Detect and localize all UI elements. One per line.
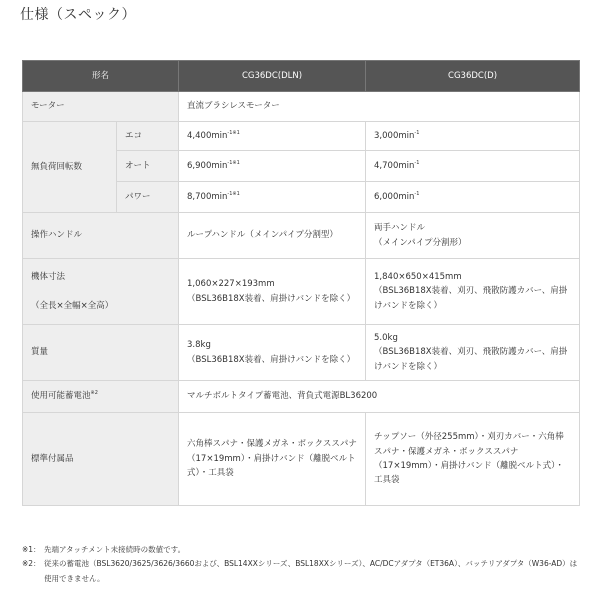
speed-eco-col1: [179, 122, 366, 151]
battery-value: マルチボルトタイプ蓄電池、背負式電源BL36200: [179, 381, 580, 413]
handle-col2: 両手ハンドル （メインパイプ分割形）: [366, 213, 580, 259]
page-title: 仕様（スペック）: [20, 7, 136, 23]
header-model: 形名: [23, 61, 179, 92]
note-1-mark: ※1：: [22, 545, 41, 554]
header-col2: CG36DC(D): [366, 61, 580, 92]
table-row-accessories: [23, 413, 580, 506]
speed-label: 無負荷回転数: [23, 122, 117, 213]
speed-eco-col1-value: 4,400min: [187, 130, 228, 141]
table-row-battery: [23, 381, 580, 413]
speed-auto-col1: [179, 151, 366, 182]
speed-auto-col1-sup: -1※1: [227, 159, 240, 166]
handle-col1: ループハンドル（メインパイプ分割型）: [179, 213, 366, 259]
accessories-label: 標準付属品: [23, 413, 179, 506]
table-row-mass: [23, 325, 580, 381]
note-2-mark: ※2：: [22, 559, 41, 569]
spec-table: [22, 60, 580, 506]
note-2-text: 従来の蓄電池（BSL3620/3625/3626/3660および、BSL14XXシリーズ、BSL18XXシリーズ）、AC/DCアダプタ（ET36A）、バッテリアダプタ（W36-AD）は使用できません。: [44, 559, 578, 583]
speed-auto-col2: [366, 151, 580, 182]
battery-label-cell: [23, 381, 179, 413]
notes: [22, 543, 582, 586]
note-1: [22, 543, 582, 557]
motor-value: 直流ブラシレスモーター: [179, 92, 580, 122]
speed-auto-col1-value: 6,900min: [187, 160, 228, 171]
dimensions-col2: 1,840×650×415mm （BSL36B18X装着、刈刃、飛散防護カバー、肩掛けバンドを除く）: [366, 259, 580, 325]
mass-col2: 5.0kg （BSL36B18X装着、刈刃、飛散防護カバー、肩掛けバンドを除く）: [366, 325, 580, 381]
dimensions-label-sub: （全長×全幅×全高）: [31, 300, 114, 311]
mass-col1: 3.8kg （BSL36B18X装着、肩掛けバンドを除く）: [179, 325, 366, 381]
accessories-col2: チップソー（外径255mm）・刈刃カバー・六角棒スパナ・保護メガネ・ボックススパナ（17×19mm）・肩掛けバンド（離脱ベルト式）・工具袋: [366, 413, 580, 506]
speed-power-col2-value: 6,000min: [374, 191, 415, 202]
accessories-col1: 六角棒スパナ・保護メガネ・ボックススパナ（17×19mm）・肩掛けバンド（離脱ベルト式）・工具袋: [179, 413, 366, 506]
speed-eco-col2: [366, 122, 580, 151]
battery-label-sup: ※2: [90, 390, 98, 397]
speed-eco-label: エコ: [117, 122, 179, 151]
dimensions-label: 機体寸法: [31, 272, 66, 283]
speed-power-col1: [179, 182, 366, 213]
dimensions-label-cell: [23, 259, 179, 325]
speed-eco-col2-sup: -1: [414, 129, 420, 136]
table-header-row: [23, 61, 580, 92]
table-row-speed-eco: [23, 122, 580, 151]
mass-label: 質量: [23, 325, 179, 381]
table-row-motor: [23, 92, 580, 122]
note-2: [22, 557, 582, 586]
motor-label: モーター: [23, 92, 179, 122]
table-row-dimensions: [23, 259, 580, 325]
speed-power-col2-sup: -1: [414, 190, 420, 197]
speed-power-col2: [366, 182, 580, 213]
speed-auto-label: オート: [117, 151, 179, 182]
speed-eco-col2-value: 3,000min: [374, 130, 415, 141]
note-1-text: 先端アタッチメント未接続時の数値です。: [44, 545, 186, 554]
speed-eco-col1-sup: -1※1: [227, 129, 240, 136]
dimensions-col1: 1,060×227×193mm （BSL36B18X装着、肩掛けバンドを除く）: [179, 259, 366, 325]
speed-power-label: パワー: [117, 182, 179, 213]
speed-auto-col2-value: 4,700min: [374, 160, 415, 171]
table-row-handle: [23, 213, 580, 259]
header-col1: CG36DC(DLN): [179, 61, 366, 92]
speed-power-col1-sup: -1※1: [227, 190, 240, 197]
speed-auto-col2-sup: -1: [414, 159, 420, 166]
battery-label: 使用可能蓄電池: [31, 391, 91, 402]
handle-label: 操作ハンドル: [23, 213, 179, 259]
speed-power-col1-value: 8,700min: [187, 191, 228, 202]
